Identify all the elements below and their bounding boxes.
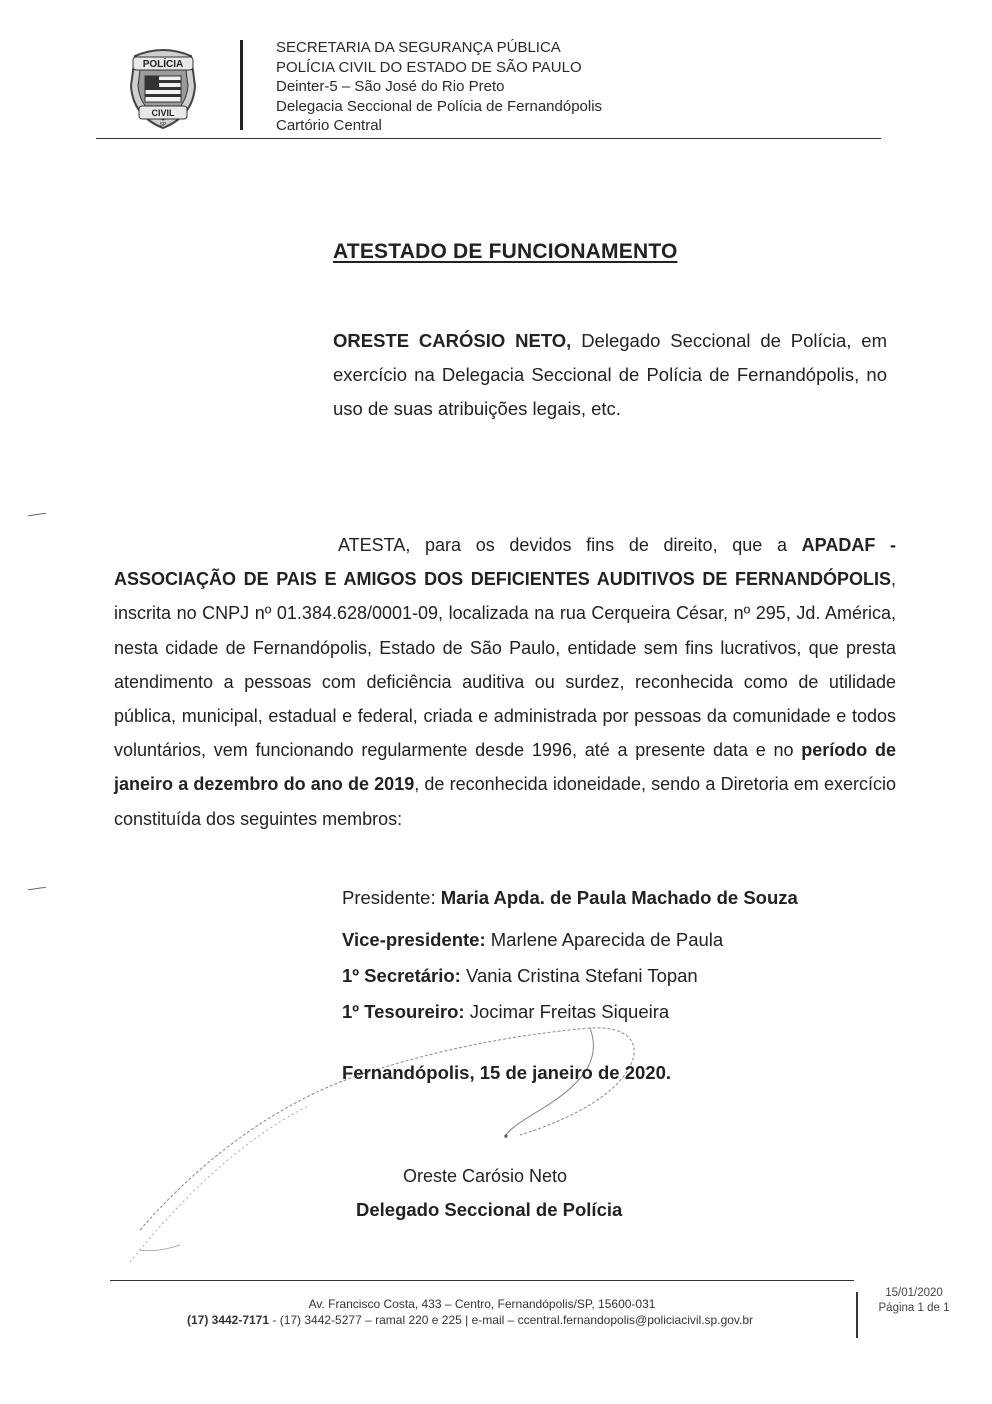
badge-top-text: POLÍCIA bbox=[142, 59, 184, 70]
handwritten-signature bbox=[120, 1000, 680, 1270]
footer-contact-line bbox=[110, 1313, 830, 1327]
header-line-policia: POLÍCIA CIVIL DO ESTADO DE SÃO PAULO bbox=[276, 58, 582, 76]
footer-contact-details: - (17) 3442-5277 – ramal 220 e 225 | e-mail – ccentral.fernandopolis@policiacivil.sp.gov.br bbox=[269, 1313, 754, 1327]
margin-mark bbox=[28, 887, 46, 890]
member-name: Marlene Aparecida de Paula bbox=[490, 929, 724, 950]
signatory-role: Delegado Seccional de Polícia bbox=[356, 1199, 623, 1220]
member-name: Maria Apda. de Paula Machado de Souza bbox=[440, 887, 798, 908]
member-role: 1º Tesoureiro: bbox=[342, 1001, 465, 1022]
intro-paragraph bbox=[333, 324, 887, 426]
member-role: Vice-presidente: bbox=[342, 929, 486, 950]
footer-date: 15/01/2020 bbox=[885, 1287, 943, 1299]
member-name: Vania Cristina Stefani Topan bbox=[465, 965, 698, 986]
body-entity-name: APADAF - ASSOCIAÇÃO DE PAIS E AMIGOS DOS DEFICIENTES AUDITIVOS DE FERNANDÓPOLIS bbox=[114, 535, 896, 590]
body-period: período de janeiro a dezembro do ano de 2019 bbox=[114, 740, 896, 795]
member-vice-president bbox=[342, 922, 798, 958]
header-line-delegacia: Delegacia Seccional de Polícia de Fernandópolis bbox=[276, 97, 603, 115]
footer-page-number: Página 1 de 1 bbox=[878, 1302, 950, 1314]
footer-rule bbox=[110, 1280, 854, 1281]
member-president bbox=[342, 880, 798, 916]
header-institution-block bbox=[276, 38, 602, 136]
footer-address: Av. Francisco Costa, 433 – Centro, Fernandópolis/SP, 15600-031 bbox=[308, 1297, 656, 1311]
footer-page-info bbox=[872, 1286, 956, 1316]
body-text-part2: , inscrita no CNPJ nº 01.384.628/0001-09, localizada na rua Cerqueira César, nº 295, Jd. América, nesta cidade de Fernandópolis, Estado de São Paulo, entidade sem fins lucrativos, que presta atendimento a pessoas com deficiência auditiva ou surdez, reconhecida como de utilidade pública, municipal, estadual e federal, criada e administrada por pessoas da comunidade e todos voluntários, vem funcionando regularmente desde 1996, até a presente data e no bbox=[114, 569, 896, 761]
intro-text: Delegado Seccional de Polícia, em exercício na Delegacia Seccional de Polícia de Fernandópolis, no uso de suas atribuições legais, etc. bbox=[333, 330, 887, 419]
header-line-cartorio: Cartório Central bbox=[276, 117, 382, 134]
footer-phone: (17) 3442-7171 bbox=[186, 1313, 270, 1327]
footer-divider bbox=[856, 1292, 858, 1338]
badge-bottom-text: CIVIL bbox=[151, 108, 175, 118]
body-text-part3: , de reconhecida idoneidade, sendo a Diretoria em exercício constituída dos seguintes membros: bbox=[114, 774, 896, 829]
header-line-secretaria: SECRETARIA DA SEGURANÇA PÚBLICA bbox=[276, 39, 561, 56]
member-name: Jocimar Freitas Siqueira bbox=[469, 1001, 670, 1022]
header-line-deinter: Deinter-5 – São José do Rio Preto bbox=[276, 78, 505, 95]
header-divider bbox=[240, 40, 243, 130]
header-rule bbox=[96, 138, 881, 139]
body-text-part1: ATESTA, para os devidos fins de direito, que a bbox=[338, 535, 802, 555]
member-role: 1º Secretário: bbox=[342, 965, 461, 986]
body-paragraph bbox=[114, 528, 896, 836]
signatory-name: Oreste Carósio Neto bbox=[403, 1166, 568, 1186]
document-title: ATESTADO DE FUNCIONAMENTO bbox=[333, 240, 678, 263]
police-badge-logo bbox=[125, 46, 201, 130]
intro-name: ORESTE CARÓSIO NETO, bbox=[333, 330, 572, 351]
member-secretary bbox=[342, 958, 798, 994]
city-date-line: Fernandópolis, 15 de janeiro de 2020. bbox=[342, 1062, 671, 1083]
member-role: Presidente: bbox=[342, 887, 436, 908]
margin-mark bbox=[28, 513, 46, 516]
badge-small-text: SP bbox=[159, 122, 167, 128]
